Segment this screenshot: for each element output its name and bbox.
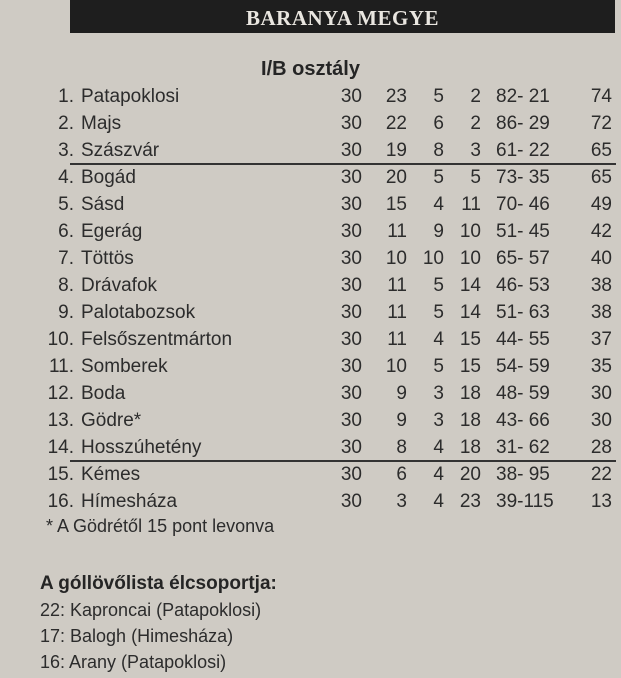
drawn-cell: 8	[433, 140, 444, 161]
won-cell: 19	[385, 140, 407, 161]
table-row	[0, 408, 621, 435]
won-cell: 20	[385, 167, 407, 188]
drawn-cell: 9	[433, 221, 444, 242]
goals-cell: 61- 22	[496, 140, 550, 161]
played-cell: 30	[340, 113, 362, 134]
table-row	[0, 246, 621, 273]
table-row	[0, 300, 621, 327]
won-cell: 23	[385, 86, 407, 107]
lost-cell: 10	[459, 248, 481, 269]
goals-cell: 51- 63	[496, 302, 550, 323]
relegation-line	[70, 460, 616, 462]
team-name: Egerág	[81, 221, 143, 242]
points-cell: 13	[590, 491, 612, 512]
won-cell: 11	[387, 221, 407, 242]
drawn-cell: 5	[433, 167, 444, 188]
drawn-cell: 4	[433, 329, 444, 350]
team-name: Majs	[81, 113, 122, 134]
drawn-cell: 10	[422, 248, 444, 269]
drawn-cell: 3	[433, 410, 444, 431]
won-cell: 6	[396, 464, 407, 485]
lost-cell: 18	[459, 410, 481, 431]
played-cell: 30	[340, 356, 362, 377]
rank-cell: 5.	[58, 194, 74, 215]
goals-cell: 46- 53	[496, 275, 550, 296]
team-name: Boda	[81, 383, 126, 404]
rank-cell: 12.	[47, 383, 74, 404]
played-cell: 30	[340, 302, 362, 323]
goals-cell: 51- 45	[496, 221, 550, 242]
team-name: Felsőszentmárton	[81, 329, 233, 350]
rank-cell: 3.	[58, 140, 74, 161]
team-name: Hímesháza	[81, 491, 178, 512]
drawn-cell: 3	[433, 383, 444, 404]
points-cell: 30	[590, 410, 612, 431]
lost-cell: 5	[470, 167, 481, 188]
drawn-cell: 4	[433, 464, 444, 485]
lost-cell: 23	[459, 491, 481, 512]
lost-cell: 14	[459, 302, 481, 323]
rank-cell: 11.	[48, 356, 74, 377]
table-row	[0, 192, 621, 219]
points-cell: 74	[590, 86, 612, 107]
points-cell: 72	[590, 113, 612, 134]
played-cell: 30	[340, 221, 362, 242]
table-row	[0, 381, 621, 408]
scorer-item: 16: Arany (Patapoklosi)	[40, 652, 227, 672]
goals-cell: 73- 35	[496, 167, 550, 188]
won-cell: 10	[385, 356, 407, 377]
county-header: BARANYA MEGYE	[70, 0, 615, 33]
scorer-item: 22: Kaproncai (Patapoklosi)	[40, 600, 262, 620]
lost-cell: 18	[459, 383, 481, 404]
played-cell: 30	[340, 491, 362, 512]
rank-cell: 14.	[47, 437, 74, 458]
team-name: Sásd	[81, 194, 125, 215]
table-row	[0, 489, 621, 516]
points-cell: 30	[590, 383, 612, 404]
table-row	[0, 327, 621, 354]
drawn-cell: 4	[433, 194, 444, 215]
team-name: Bogád	[81, 167, 136, 188]
team-name: Palotabozsok	[81, 302, 196, 323]
scorer-item: 17: Balogh (Himesháza)	[40, 626, 234, 646]
team-name: Gödre*	[81, 410, 142, 431]
points-cell: 38	[590, 275, 612, 296]
goals-cell: 70- 46	[496, 194, 550, 215]
drawn-cell: 6	[433, 113, 444, 134]
points-cell: 40	[590, 248, 612, 269]
table-row	[0, 435, 621, 462]
won-cell: 15	[385, 194, 407, 215]
team-name: Hosszúhetény	[81, 437, 202, 458]
drawn-cell: 5	[433, 302, 444, 323]
rank-cell: 9.	[58, 302, 74, 323]
rank-cell: 4.	[58, 167, 74, 188]
team-name: Szászvár	[81, 140, 160, 161]
goals-cell: 54- 59	[496, 356, 550, 377]
played-cell: 30	[340, 275, 362, 296]
played-cell: 30	[340, 248, 362, 269]
lost-cell: 10	[459, 221, 481, 242]
won-cell: 22	[385, 113, 407, 134]
table-row	[0, 138, 621, 165]
lost-cell: 20	[459, 464, 481, 485]
top-scorers-title: A góllövőlista élcsoportja:	[40, 573, 277, 594]
played-cell: 30	[340, 86, 362, 107]
goals-cell: 43- 66	[496, 410, 550, 431]
team-name: Patapoklosi	[81, 86, 180, 107]
division-title: I/B osztály	[261, 58, 360, 80]
standings-table	[0, 84, 621, 516]
played-cell: 30	[340, 140, 362, 161]
top-scorers-list	[40, 600, 261, 678]
points-cell: 65	[590, 140, 612, 161]
played-cell: 30	[340, 329, 362, 350]
team-name: Drávafok	[81, 275, 158, 296]
lost-cell: 3	[470, 140, 481, 161]
lost-cell: 15	[459, 356, 481, 377]
deduction-footnote: * A Gödrétől 15 pont levonva	[46, 516, 275, 536]
points-cell: 22	[590, 464, 612, 485]
drawn-cell: 5	[433, 356, 444, 377]
rank-cell: 1.	[58, 86, 74, 107]
points-cell: 28	[590, 437, 612, 458]
team-name: Somberek	[81, 356, 168, 377]
points-cell: 42	[590, 221, 612, 242]
won-cell: 3	[396, 491, 407, 512]
rank-cell: 13.	[47, 410, 74, 431]
played-cell: 30	[340, 194, 362, 215]
lost-cell: 2	[470, 86, 481, 107]
won-cell: 8	[396, 437, 407, 458]
played-cell: 30	[340, 464, 362, 485]
played-cell: 30	[340, 410, 362, 431]
lost-cell: 15	[459, 329, 481, 350]
team-name: Töttös	[81, 248, 134, 269]
won-cell: 11	[387, 302, 407, 323]
drawn-cell: 5	[433, 275, 444, 296]
points-cell: 35	[590, 356, 612, 377]
won-cell: 9	[396, 383, 407, 404]
lost-cell: 2	[470, 113, 481, 134]
goals-cell: 86- 29	[496, 113, 550, 134]
lost-cell: 18	[459, 437, 481, 458]
goals-cell: 38- 95	[496, 464, 550, 485]
points-cell: 49	[590, 194, 612, 215]
goals-cell: 48- 59	[496, 383, 550, 404]
promotion-line	[70, 163, 616, 165]
goals-cell: 39-115	[496, 491, 554, 512]
rank-cell: 10.	[47, 329, 74, 350]
goals-cell: 44- 55	[496, 329, 550, 350]
table-row	[0, 111, 621, 138]
points-cell: 37	[590, 329, 612, 350]
rank-cell: 16.	[47, 491, 74, 512]
team-name: Kémes	[81, 464, 141, 485]
table-row	[0, 219, 621, 246]
rank-cell: 15.	[47, 464, 74, 485]
points-cell: 65	[590, 167, 612, 188]
drawn-cell: 5	[433, 86, 444, 107]
lost-cell: 14	[459, 275, 481, 296]
played-cell: 30	[340, 383, 362, 404]
lost-cell: 11	[461, 194, 481, 215]
points-cell: 38	[590, 302, 612, 323]
won-cell: 11	[387, 275, 407, 296]
rank-cell: 8.	[58, 275, 74, 296]
rank-cell: 6.	[58, 221, 74, 242]
rank-cell: 7.	[58, 248, 74, 269]
table-row	[0, 354, 621, 381]
table-row	[0, 84, 621, 111]
table-row	[0, 462, 621, 489]
table-row	[0, 165, 621, 192]
drawn-cell: 4	[433, 491, 444, 512]
goals-cell: 31- 62	[496, 437, 550, 458]
won-cell: 11	[387, 329, 407, 350]
won-cell: 10	[385, 248, 407, 269]
played-cell: 30	[340, 437, 362, 458]
rank-cell: 2.	[58, 113, 74, 134]
table-row	[0, 273, 621, 300]
drawn-cell: 4	[433, 437, 444, 458]
played-cell: 30	[340, 167, 362, 188]
goals-cell: 82- 21	[496, 86, 550, 107]
goals-cell: 65- 57	[496, 248, 550, 269]
won-cell: 9	[396, 410, 407, 431]
